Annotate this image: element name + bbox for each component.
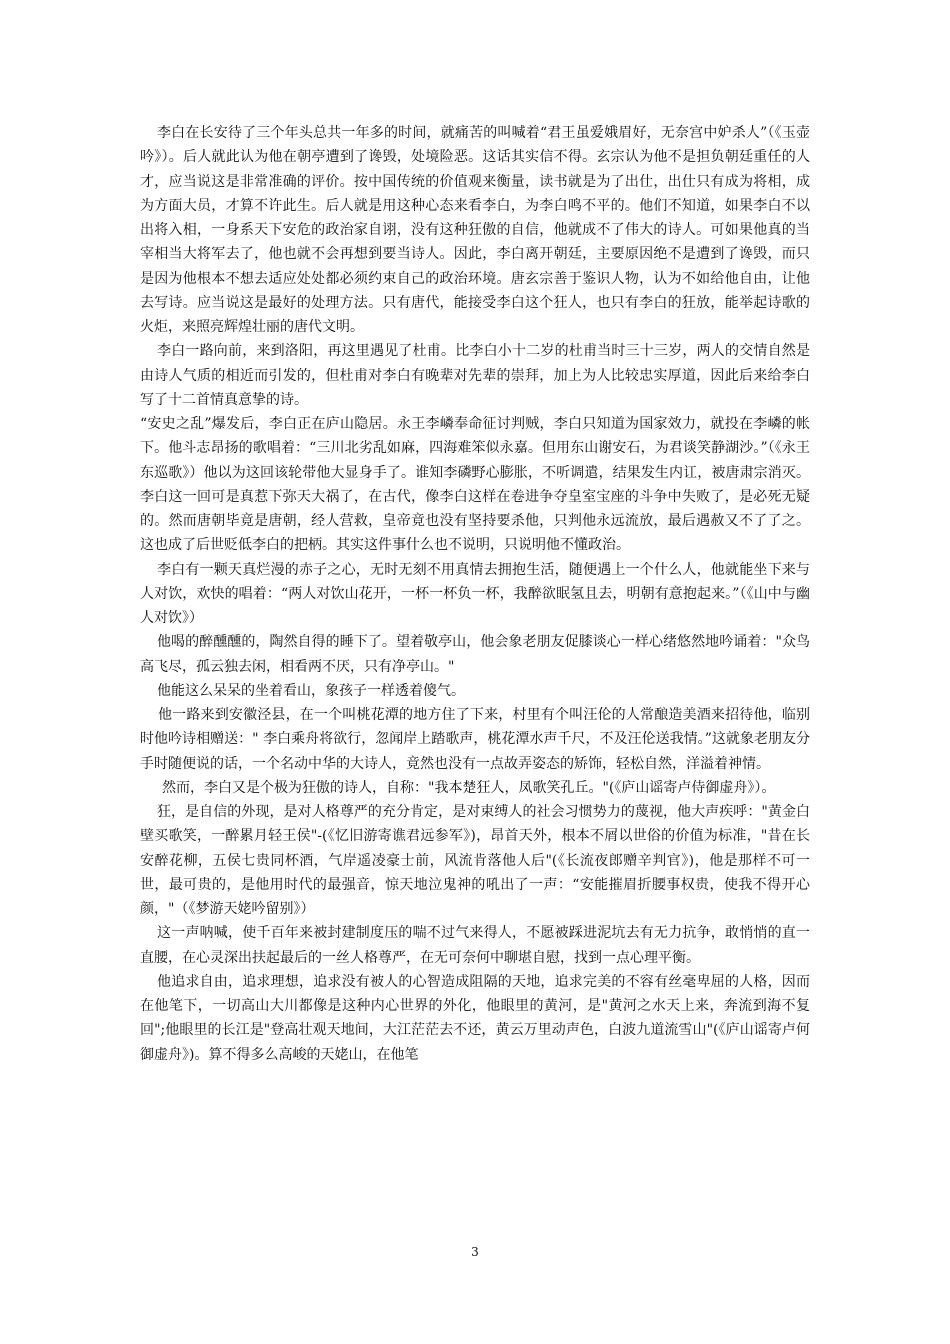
document-body — [140, 121, 810, 1067]
paragraph: 他能这么呆呆的坐着看山，象孩子一样透着傻气。 — [157, 682, 465, 699]
paragraph: “安史之乱”爆发后，李白正在庐山隐居。永王李嶙奉命征讨判贼，李白只知道为国家效力，就投在李嶙的帐下。他斗志昂扬的歌唱着：“三川北劣乱如麻，四海难笨似永嘉。但用东山谢安石，为君谈笑静湖沙。”（《永王东巡歌》）他以为这回该轮带他大显身手了。谁知李磷野心膨胀，不听调遣，结果发生内讧，被唐肃宗消灭。李白这一回可是真惹下弥天大祸了，在古代，像李白这样在卷进争夺皇室宝座的斗争中失败了，是必死无疑的。然而唐朝毕竟是唐朝，经人营救，皇帝竟也没有坚持要杀他，只判他永远流放，最后遇赦又不了了之。这也成了后世贬低李白的把柄。其实这件事什么也不说明，只说明他不懂政治。 — [140, 416, 810, 554]
paragraph: 狂，是自信的外现，是对人格尊严的充分肯定，是对束缚人的社会习惯势力的蔑视，他大声疾呼："黄金白壁买歌笑，一醉累月轻王侯"-(《忆旧游寄谯君远参军》)，昂首天外，根本不屑以世俗的价值为标准，"昔在长安醉花柳，五侯七贵同杯酒，气岸遥凌豪士前，风流肯落他人后"(《长流夜郎赠辛判官》)，他是那样不可一世，最可贵的，是他用时代的最强音，惊天地泣鬼神的吼出了一声：“安能摧眉折腰事权贵，使我不得开心颜，"（《梦游天姥吟留别》） — [140, 804, 810, 917]
paragraph: 这一声呐喊，使千百年来被封建制度压的喘不过气来得人，不愿被踩进泥坑去有无力抗争，敢悄悄的直一直腰，在心灵深出扶起最后的一丝人格尊严，在无可奈何中聊堪自慰，找到一点心理平衡。 — [140, 925, 810, 966]
paragraph: 他喝的醉醺醺的，陶然自得的睡下了。望着敬亭山，他会象老朋友促膝谈心一样心绪悠然地吟诵着："众鸟高飞尽，孤云独去闲，相看两不厌，只有净亭山。" — [140, 634, 810, 675]
paragraph: 李白有一颗天真烂漫的赤子之心，无时无刻不用真情去拥抱生活，随便遇上一个什么人，他就能坐下来与人对饮，欢快的唱着：“两人对饮山花开，一杯一杯负一杯，我醉欲眠氢且去，明朝有意抱起来。”（《山中与幽人对饮》） — [140, 561, 810, 626]
paragraph: 李白一路向前，来到洛阳，再这里遇见了杜甫。比李白小十二岁的杜甫当时三十三岁，两人的交情自然是由诗人气质的相近而引发的，但杜甫对李白有晚辈对先辈的崇拜，加上为人比较忠实厚道，因此后来给李白写了十二首情真意挚的诗。 — [140, 343, 810, 408]
paragraph: 他追求自由，追求理想，追求没有被人的心智造成阻隔的天地，追求完美的不容有丝毫卑屈的人格，因而在他笔下，一切高山大川都像是这种内心世界的外化，他眼里的黄河，是"黄河之水天上来，奔流到海不复回";他眼里的长江是"登高壮观天地间，大江茫茫去不还，黄云万里动声色，白波九道流雪山"(《庐山谣寄卢何御虚舟》)。算不得多么高峻的天姥山，在他笔 — [140, 973, 810, 1063]
paragraph: 他一路来到安徽泾县，在一个叫桃花潭的地方住了下来，村里有个叫汪伦的人常酿造美酒来招待他，临别时他吟诗相赠送：" 李白乘舟将欲行，忽闻岸上踏歌声，桃花潭水声千尺，不及汪伦送我情。”这就象老朋友分手时随便说的话，一个名动中华的大诗人，竟然也没有一点故弄姿态的矫饰，轻松自然，洋溢着神情。 — [140, 707, 810, 772]
paragraph: 然而，李白又是个极为狂傲的诗人，自称："我本楚狂人，凤歌笑孔丘。"(《庐山谣寄卢侍御虚舟》）。 — [162, 779, 776, 796]
page-number: 3 — [471, 1245, 479, 1259]
paragraph: 李白在长安待了三个年头总共一年多的时间，就痛苦的叫喊着“君王虽爱娥眉好，无奈宫中妒杀人”（《玉壶吟》）。后人就此认为他在朝亭遭到了谗毁，处境险恶。这话其实信不得。玄宗认为他不是担负朝廷重任的人才，应当说这是非常准确的评价。按中国传统的价值观来衡量，读书就是为了出仕，出仕只有成为将相，成为方面大员，才算不许此生。后人就是用这种心态来看李白，为李白鸣不平的。他们不知道，如果李白不以出将入相，一身系天下安危的政治家自诩，没有这种狂傲的自信，他就成不了伟大的诗人。可如果他真的当宰相当大将军去了，他也就不会再想到要当诗人。因此，李白离开朝廷，主要原因绝不是遭到了谗毁，而只是因为他根本不想去适应处处都必须约束自己的政治环境。唐玄宗善于鉴识人物，认为不如给他自由，让他去写诗。应当说这是最好的处理方法。只有唐代，能接受李白这个狂人，也只有李白的狂放，能举起诗歌的火炬，来照亮辉煌壮丽的唐代文明。 — [140, 125, 810, 335]
